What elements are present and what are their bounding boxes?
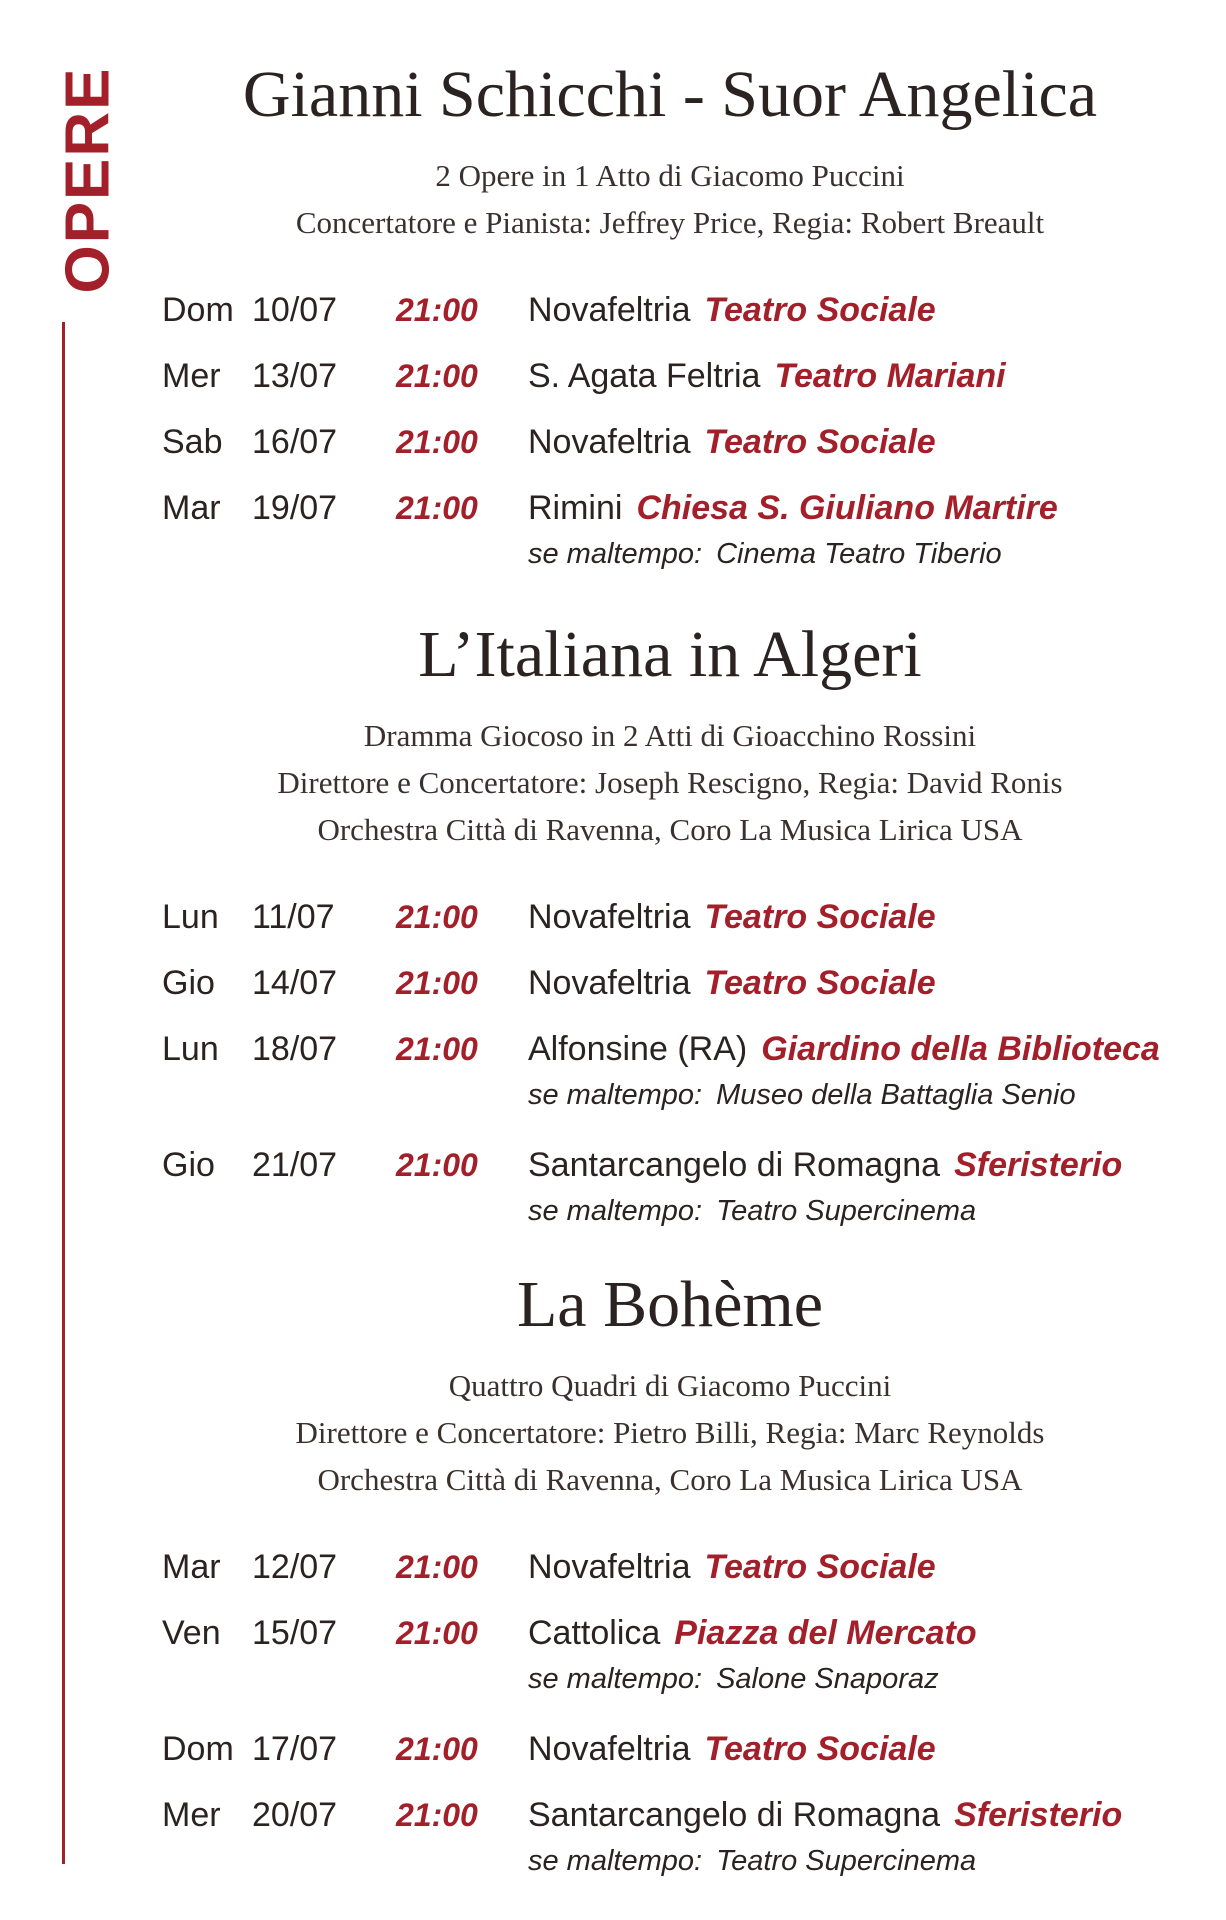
alternate-venue: Museo della Battaglia Senio [716,1079,1076,1111]
event-day: Mer [162,1796,221,1834]
event-row [150,1613,1190,1729]
event-city: Novafeltria [528,291,691,329]
alternate-venue: Teatro Supercinema [716,1195,977,1227]
section-subtitle: Direttore e Concertatore: Pietro Billi, Regia: Marc Reynolds [295,1415,1045,1450]
event-alternate [528,1843,976,1879]
event-city: Novafeltria [528,964,691,1002]
event-row [150,897,1190,963]
event-alternate [528,536,1002,572]
alternate-label: se maltempo: [528,1845,703,1877]
event-row [150,1145,1190,1261]
event-day: Mar [162,489,221,527]
event-time: 21:00 [396,424,478,460]
event-row [150,1029,1190,1145]
alternate-venue: Teatro Supercinema [716,1845,977,1877]
section-subtitles [150,1362,1190,1503]
side-label-text: OPERE [53,66,123,294]
section-subtitles [150,152,1190,246]
event-date: 15/07 [252,1614,338,1652]
event-venue: Teatro Mariani [774,357,1006,395]
event-venue: Sferisterio [954,1796,1123,1834]
event-place [528,1145,1122,1192]
event-time: 21:00 [396,358,478,394]
event-place [528,963,936,1010]
opera-section-la-boheme [150,1268,1190,1911]
section-subtitles [150,712,1190,853]
alternate-label: se maltempo: [528,1663,703,1695]
event-row [150,290,1190,356]
event-place [528,290,936,337]
alternate-label: se maltempo: [528,1079,703,1111]
event-date: 21/07 [252,1146,338,1184]
event-day: Mar [162,1548,221,1586]
event-venue: Sferisterio [954,1146,1123,1184]
opera-section-gianni-schicchi [150,58,1190,604]
event-row [150,1547,1190,1613]
event-place [528,897,936,944]
event-day: Ven [162,1614,221,1652]
event-date: 16/07 [252,423,338,461]
section-subtitle: Quattro Quadri di Giacomo Puccini [448,1368,892,1403]
event-city: S. Agata Feltria [528,357,761,395]
event-place [528,1029,1160,1076]
event-city: Novafeltria [528,898,691,936]
event-day: Lun [162,898,219,936]
event-city: Novafeltria [528,1548,691,1586]
section-subtitle: Dramma Giocoso in 2 Atti di Gioacchino Rossini [363,718,977,753]
event-city: Novafeltria [528,1730,691,1768]
section-subtitle: Direttore e Concertatore: Joseph Rescigno, Regia: David Ronis [277,765,1063,800]
event-venue: Teatro Sociale [704,964,936,1002]
event-list [150,290,1190,604]
event-day: Lun [162,1030,219,1068]
section-subtitle: Orchestra Città di Ravenna, Coro La Musica Lirica USA [317,1462,1023,1497]
event-city: Santarcangelo di Romagna [528,1796,941,1834]
event-alternate [528,1193,976,1229]
side-label [52,62,124,298]
event-time: 21:00 [396,899,478,935]
event-row [150,963,1190,1029]
alternate-label: se maltempo: [528,1195,703,1227]
section-subtitle: Concertatore e Pianista: Jeffrey Price, Regia: Robert Breault [295,205,1045,240]
event-time: 21:00 [396,1147,478,1183]
opera-section-italiana-in-algeri [150,618,1190,1261]
event-row [150,1729,1190,1795]
section-title: L’Italiana in Algeri [418,618,922,691]
section-subtitle: Orchestra Città di Ravenna, Coro La Musica Lirica USA [317,812,1023,847]
event-venue: Chiesa S. Giuliano Martire [636,489,1058,527]
event-time: 21:00 [396,1731,478,1767]
event-place [528,422,936,469]
event-list [150,1547,1190,1911]
event-place [528,1547,936,1594]
event-day: Sab [162,423,223,461]
event-time: 21:00 [396,1549,478,1585]
event-row [150,488,1190,604]
event-city: Rimini [528,489,623,527]
event-time: 21:00 [396,1797,478,1833]
alternate-venue: Salone Snaporaz [716,1663,939,1695]
event-time: 21:00 [396,1031,478,1067]
event-row [150,356,1190,422]
event-place [528,1795,1122,1842]
event-date: 18/07 [252,1030,338,1068]
section-title: Gianni Schicchi - Suor Angelica [242,58,1098,131]
event-venue: Teatro Sociale [704,423,936,461]
event-venue: Teatro Sociale [704,1548,936,1586]
event-place [528,1613,977,1660]
event-time: 21:00 [396,1615,478,1651]
event-city: Cattolica [528,1614,661,1652]
event-day: Gio [162,1146,215,1184]
section-title: La Bohème [516,1268,824,1341]
event-place [528,488,1058,535]
event-date: 14/07 [252,964,338,1002]
event-date: 17/07 [252,1730,338,1768]
event-date: 20/07 [252,1796,338,1834]
event-date: 11/07 [252,898,335,936]
event-time: 21:00 [396,965,478,1001]
event-date: 19/07 [252,489,338,527]
event-venue: Teatro Sociale [704,1730,936,1768]
event-time: 21:00 [396,292,478,328]
side-divider-line [62,322,65,1864]
event-day: Gio [162,964,215,1002]
event-city: Alfonsine (RA) [528,1030,748,1068]
event-alternate [528,1077,1076,1113]
event-row [150,1795,1190,1911]
event-date: 10/07 [252,291,338,329]
alternate-venue: Cinema Teatro Tiberio [716,538,1002,570]
event-row [150,422,1190,488]
event-day: Dom [162,291,234,329]
event-day: Mer [162,357,221,395]
event-day: Dom [162,1730,234,1768]
event-date: 12/07 [252,1548,338,1586]
event-date: 13/07 [252,357,338,395]
section-subtitle: 2 Opere in 1 Atto di Giacomo Puccini [435,158,905,193]
alternate-label: se maltempo: [528,538,703,570]
event-venue: Piazza del Mercato [674,1614,977,1652]
event-alternate [528,1661,939,1697]
event-venue: Giardino della Biblioteca [761,1030,1160,1068]
event-venue: Teatro Sociale [704,898,936,936]
event-time: 21:00 [396,490,478,526]
event-city: Santarcangelo di Romagna [528,1146,941,1184]
event-venue: Teatro Sociale [704,291,936,329]
event-place [528,1729,936,1776]
event-list [150,897,1190,1261]
event-city: Novafeltria [528,423,691,461]
event-place [528,356,1006,403]
